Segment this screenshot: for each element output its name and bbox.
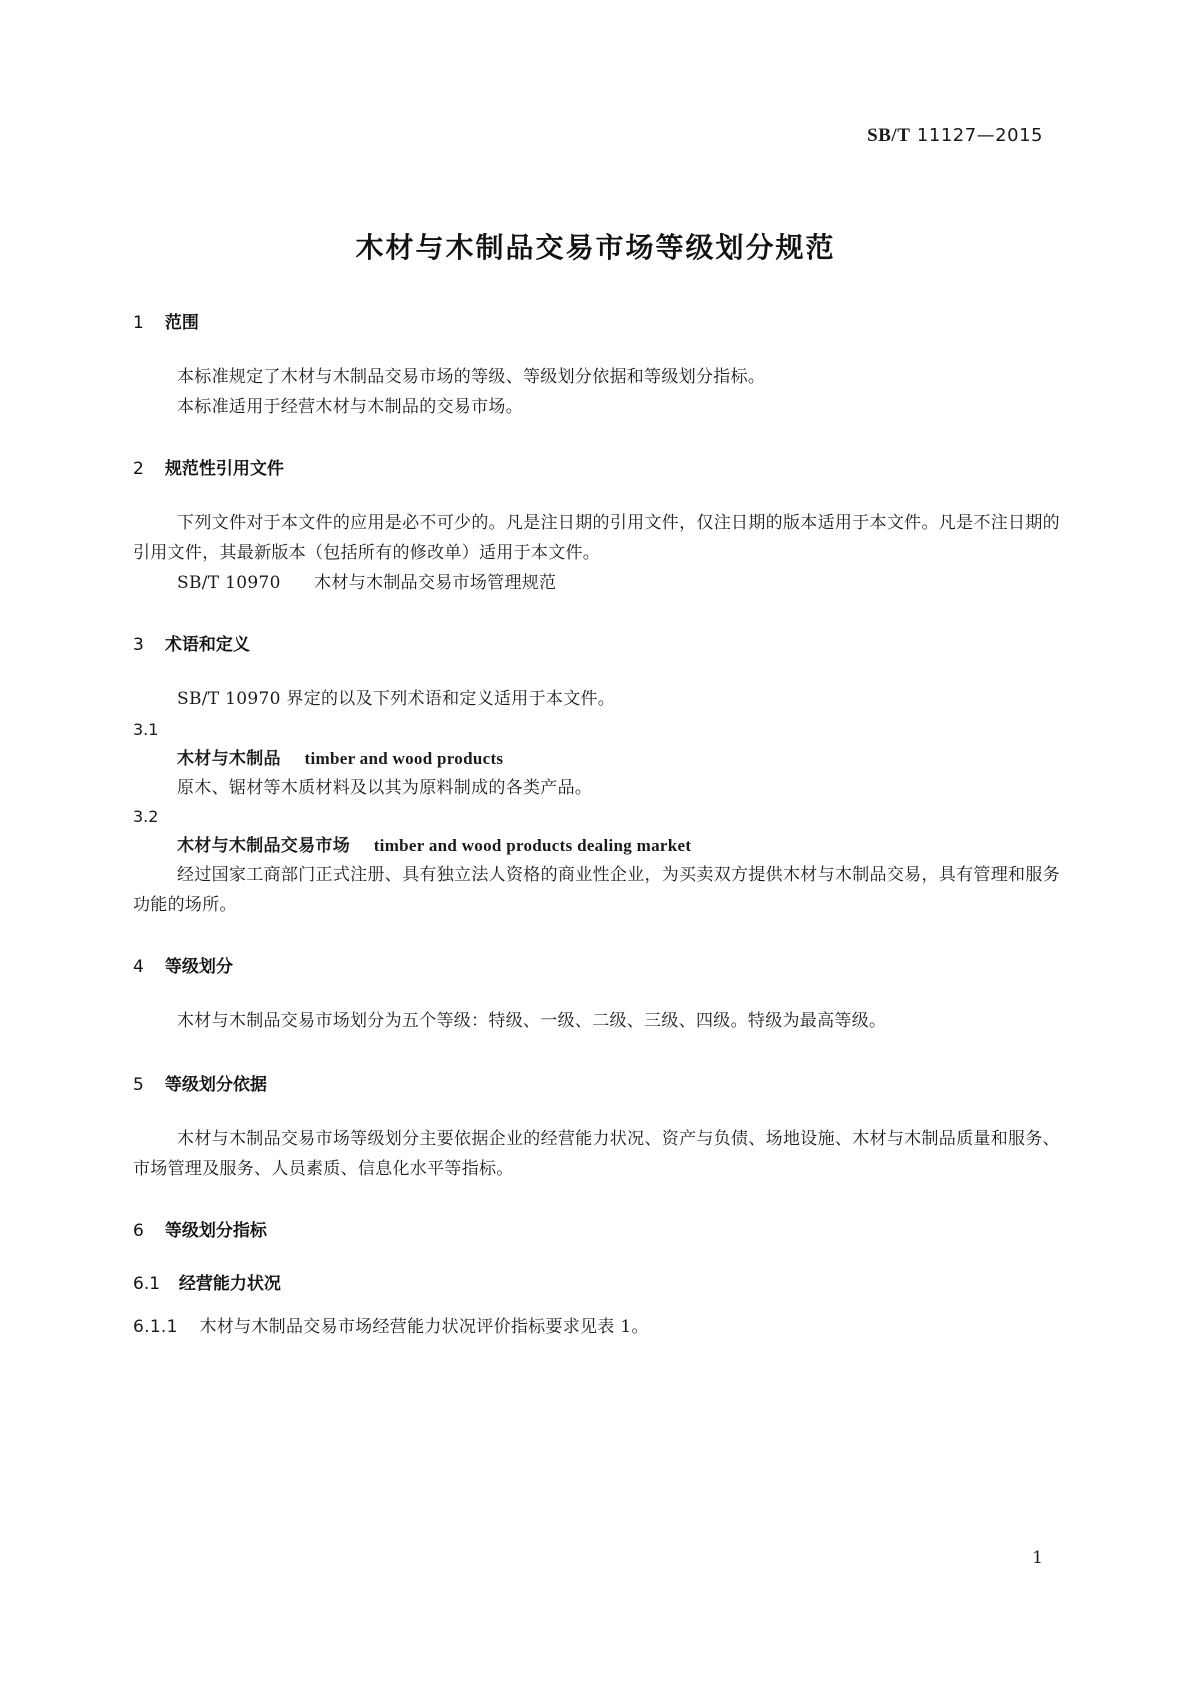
section-3-paragraph: SB/T 10970 界定的以及下列术语和定义适用于本文件。: [177, 689, 616, 709]
clause-number: 6.1.1: [133, 1317, 178, 1337]
section-title: 等级划分: [164, 957, 233, 977]
reference-code: SB/T 10970: [177, 573, 281, 593]
section-4-paragraph: 木材与木制品交易市场划分为五个等级：特级、一级、二级、三级、四级。特级为最高等级。: [177, 1011, 887, 1031]
term-3-1-definition: 原木、锯材等木质材料及以其为原料制成的各类产品。: [177, 778, 593, 798]
section-3-heading: [133, 630, 250, 655]
clause-text: 木材与木制品交易市场经营能力状况评价指标要求见表 1。: [199, 1317, 649, 1337]
subsection-title: 经营能力状况: [178, 1274, 281, 1294]
term-english: timber and wood products dealing market: [373, 836, 692, 855]
clause-6-1-1: [133, 1312, 649, 1342]
section-2-heading: [133, 454, 284, 479]
section-number: 1: [133, 313, 144, 333]
standard-prefix: SB/T: [867, 125, 911, 146]
subsection-6-1-heading: [133, 1269, 281, 1294]
term-3-2-entry: [177, 831, 691, 861]
term-3-2-number: 3.2: [133, 807, 159, 826]
section-number: 4: [133, 957, 144, 977]
section-title: 术语和定义: [164, 635, 250, 655]
section-number: 6: [133, 1221, 144, 1241]
document-title: 木材与木制品交易市场等级划分规范: [355, 231, 836, 264]
section-title: 规范性引用文件: [164, 459, 284, 479]
term-3-2-definition: 经过国家工商部门正式注册、具有独立法人资格的商业性企业，为买卖双方提供木材与木制品交易，具有管理和服务功能的场所。: [133, 865, 1060, 915]
section-5-heading: [133, 1070, 267, 1095]
section-1-paragraph-1: 本标准规定了木材与木制品交易市场的等级、等级划分依据和等级划分指标。: [177, 367, 766, 387]
subsection-number: 6.1: [133, 1274, 161, 1294]
term-chinese: 木材与木制品: [177, 749, 281, 769]
section-number: 2: [133, 459, 144, 479]
term-3-1-entry: [177, 744, 503, 774]
section-title: 范围: [164, 313, 199, 333]
page-number: 1: [1032, 1548, 1043, 1568]
term-chinese: 木材与木制品交易市场: [177, 836, 350, 856]
section-title: 等级划分依据: [164, 1075, 267, 1095]
section-4-heading: [133, 952, 233, 977]
section-number: 5: [133, 1075, 144, 1095]
term-english: timber and wood products: [304, 749, 504, 768]
section-number: 3: [133, 635, 144, 655]
section-1-heading: [133, 308, 199, 333]
section-title: 等级划分指标: [164, 1221, 267, 1241]
section-2-paragraph: 下列文件对于本文件的应用是必不可少的。凡是注日期的引用文件，仅注日期的版本适用于本文件。凡是不注日期的引用文件，其最新版本（包括所有的修改单）适用于本文件。: [133, 513, 1060, 563]
section-1-paragraph-2: 本标准适用于经营木材与木制品的交易市场。: [177, 397, 523, 417]
normative-reference: [177, 568, 556, 598]
section-5-paragraph: 木材与木制品交易市场等级划分主要依据企业的经营能力状况、资产与负债、场地设施、木材与木制品质量和服务、市场管理及服务、人员素质、信息化水平等指标。: [133, 1129, 1060, 1179]
term-3-1-number: 3.1: [133, 720, 159, 739]
reference-title: 木材与木制品交易市场管理规范: [314, 573, 557, 593]
standard-code: [867, 124, 1043, 147]
section-6-heading: [133, 1216, 267, 1241]
standard-number: 11127—2015: [916, 125, 1043, 146]
